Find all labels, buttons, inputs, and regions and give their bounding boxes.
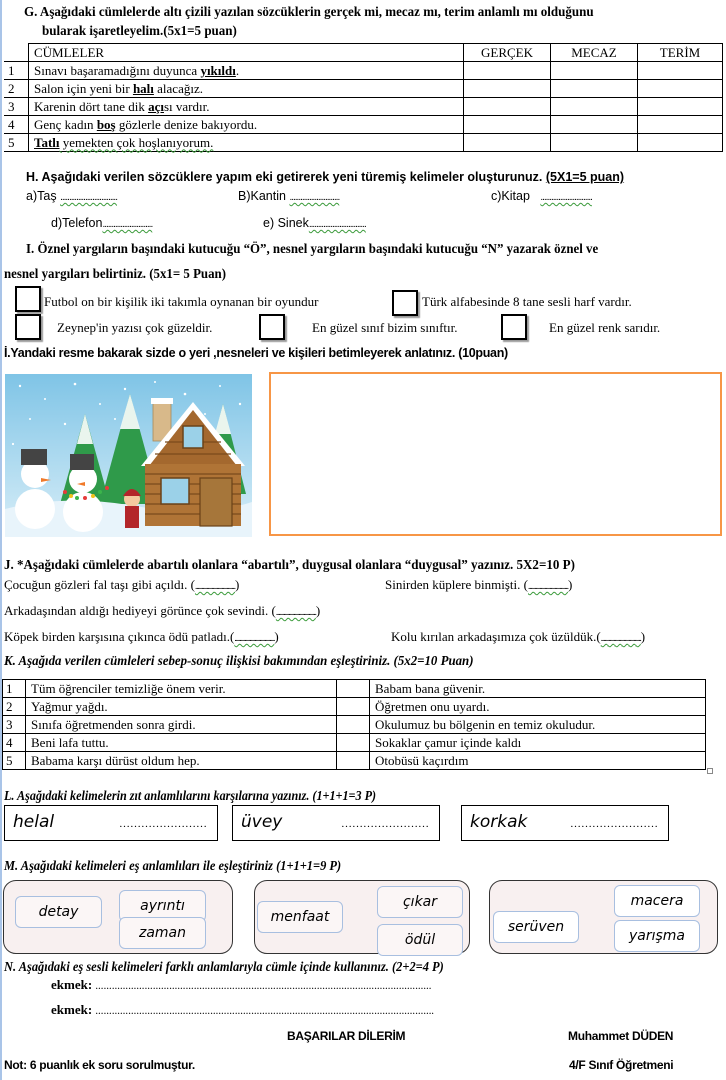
section-i2-heading: İ.Yandaki resme bakarak sizde o yeri ,nesneleri ve kişileri betimleyerek anlatınız. (10puan) [4,346,508,360]
section-h-points: (5X1=5 puan) [545,170,625,184]
table-row [4,80,723,98]
antonym-word: korkak [470,812,528,832]
synonym-option[interactable]: çıkar [377,886,463,918]
table-row [3,752,706,770]
sentence-text: alacağız. [153,80,203,96]
checkbox-3[interactable] [15,314,41,340]
sentence-cell [29,116,464,134]
n-word-label: ekmek: [51,1002,93,1017]
n-word-label: ekmek: [51,977,93,992]
h-item-b [238,189,339,203]
underlined-word: Tatlı [34,134,60,150]
row-number: 5 [3,752,26,770]
n-answer-blank[interactable]: ……………………………………………………………………………………………………………. [95,1007,434,1016]
h-item-label: c)Kitap [491,189,530,203]
column-header-mecaz: MECAZ [551,44,638,62]
section-k-heading: K. Aşağıda verilen cümleleri sebep-sonuç ilişkisi bakımından eşleştiriniz. (5x2=10 Puan) [4,654,474,669]
j-item-3 [4,603,320,619]
sentence-cell [29,134,464,152]
gercek-answer-cell[interactable] [464,80,551,98]
i-statement-2: Türk alfabesinde 8 tane sesli harf vardır. [422,294,632,309]
effect-cell: Sokaklar çamur içinde kaldı [370,734,706,752]
j-answer-blank[interactable]: ................................ [194,581,235,591]
row-number: 3 [3,716,26,734]
match-answer-cell[interactable] [337,680,370,698]
terim-answer-cell[interactable] [638,62,723,80]
j-item-2 [385,577,572,593]
h-item-c [491,189,592,203]
terim-answer-cell[interactable] [638,80,723,98]
teacher-name: Muhammet DÜDEN [568,1029,674,1043]
antonym-blank[interactable]: …………………… [119,818,207,830]
effect-cell: Otobüsü kaçırdım [370,752,706,770]
sentence-text: Salon için yeni bir [34,80,133,96]
antonym-blank[interactable]: …………………… [341,818,429,830]
cause-cell: Beni lafa tuttu. [26,734,337,752]
table-header-row [4,44,723,62]
sentence-cell [29,98,464,116]
table-resize-handle[interactable] [707,768,713,774]
column-header-terim: TERİM [638,44,723,62]
teacher-title: 4/F Sınıf Öğretmeni [569,1058,674,1072]
terim-answer-cell[interactable] [638,134,723,152]
section-i-heading-1: I. Öznel yargıların başındaki kutucuğu “Ö”, nesnel yargıların başındaki kutucuğu “N” yazarak öznel ve [26,242,599,257]
synonym-group-2 [254,880,470,954]
sentence-text: sı vardır. [163,98,210,114]
j-sentence: Kolu kırılan arkadaşımıza çok üzüldük.( [391,629,601,644]
j-paren: ) [315,603,321,618]
sentence-text: Karenin dört tane dik [34,98,149,114]
terim-answer-cell[interactable] [638,98,723,116]
sentence-text: Sınavı başaramadığını duyunca [34,62,201,78]
match-answer-cell[interactable] [337,752,370,770]
table-row [3,698,706,716]
j-sentence: Sinirden küplere binmişti. ( [385,577,528,592]
table-row [4,98,723,116]
i-statement-5: En güzel renk sarıdır. [549,320,661,335]
section-l-heading: L. Aşağıdaki kelimelerin zıt anlamlılarını karşılarına yazınız. (1+1+1=3 P) [4,788,377,803]
effect-cell: Babam bana güvenir. [370,680,706,698]
section-h-heading [26,170,624,184]
h-item-a [26,189,117,203]
sentence-cell [29,80,464,98]
synonym-group-3 [489,880,718,954]
synonym-source-word[interactable]: menfaat [257,901,343,933]
h-answer-blank[interactable]: ................................ [308,219,366,230]
synonym-group-1 [3,880,233,954]
antonym-box-uvey[interactable] [232,805,440,841]
j-paren: ) [567,577,573,592]
j-answer-blank[interactable]: ................................ [600,633,641,643]
synonym-option[interactable]: yarışma [614,920,700,952]
section-g-heading-2: bularak işaretleyelim.(5x1=5 puan) [42,24,237,39]
match-answer-cell[interactable] [337,734,370,752]
section-h-heading-text: H. Aşağıdaki verilen sözcüklere yapım eki getirerek yeni türemiş kelimeler oluşturunuz. [26,170,543,184]
gercek-answer-cell[interactable] [464,134,551,152]
section-m-heading: M. Aşağıdaki kelimeleri eş anlamlıları ile eşleştiriniz (1+1+1=9 P) [4,858,342,873]
antonym-word: helal [13,812,55,832]
j-item-1 [4,577,239,593]
mecaz-answer-cell[interactable] [551,62,638,80]
checkbox-4[interactable] [259,314,285,340]
effect-cell: Öğretmen onu uyardı. [370,698,706,716]
winter-scene-image [5,374,252,537]
page-edge [0,0,2,1080]
section-k-table [2,679,706,770]
n-line-2 [51,1002,434,1018]
footer-wish: BAŞARILAR DİLERİM [287,1029,406,1043]
underlined-word: açı [148,98,164,114]
h-answer-blank[interactable]: ................................ [60,192,117,203]
row-number: 4 [4,116,29,134]
row-number: 1 [3,680,26,698]
mecaz-answer-cell[interactable] [551,80,638,98]
underlined-word: boş [96,116,116,132]
checkbox-1[interactable] [15,286,41,312]
i-statement-3: Zeynep'in yazısı çok güzeldir. [57,320,213,335]
mecaz-answer-cell[interactable] [551,98,638,116]
row-number: 3 [4,98,29,116]
sentence-text: . [235,62,240,78]
table-row [4,134,723,152]
gercek-answer-cell[interactable] [464,116,551,134]
column-header-gercek: GERÇEK [464,44,551,62]
underlined-word: halı [132,80,154,96]
antonym-box-korkak[interactable] [461,805,669,841]
j-sentence: Arkadaşından aldığı hediyeyi görünce çok sevindi. ( [4,603,276,618]
h-item-e [263,216,366,230]
j-answer-blank[interactable]: ................................ [234,633,275,643]
checkbox-5[interactable] [501,314,527,340]
table-cell [4,44,29,62]
mecaz-answer-cell[interactable] [551,116,638,134]
checkbox-2[interactable] [392,290,418,316]
table-row [3,734,706,752]
j-sentence: Çocuğun gözleri fal taşı gibi açıldı. ( [4,577,195,592]
synonym-option[interactable]: ödül [377,924,463,956]
terim-answer-cell[interactable] [638,116,723,134]
row-number: 2 [4,80,29,98]
j-paren: ) [274,629,279,644]
h-item-label: B)Kantin [238,189,286,203]
row-number: 5 [4,134,29,152]
effect-cell: Okulumuz bu bölgenin en temiz okuludur. [370,716,706,734]
gercek-answer-cell[interactable] [464,62,551,80]
j-paren: ) [640,629,646,644]
h-answer-blank[interactable]: ............................ [289,192,340,203]
gercek-answer-cell[interactable] [464,98,551,116]
underlined-word: yıkıldı [200,62,236,78]
table-row [3,716,706,734]
cause-cell: Tüm öğrenciler temizliğe önem verir. [26,680,337,698]
synonym-source-word[interactable]: detay [15,896,102,928]
i-statement-1: Futbol on bir kişilik iki takımla oynanan bir oyundur [44,294,319,309]
table-row [3,680,706,698]
sentence-text: gözlerle denize bakıyordu. [115,116,258,132]
column-header-sentences: CÜMLELER [29,44,464,62]
h-item-label: d)Telefon [51,216,103,230]
synonym-option[interactable]: ayrıntı [119,890,206,922]
section-g-table [4,43,723,152]
j-answer-blank[interactable]: ................................ [527,581,568,591]
j-item-4 [4,629,279,645]
row-number: 4 [3,734,26,752]
h-item-d [51,216,152,230]
antonym-box-helal[interactable] [4,805,218,841]
section-j-heading: J. *Aşağıdaki cümlelerde abartılı olanlara “abartılı”, duygusal olanlara “duygusal” yazınız. 5X2=10 P) [4,558,575,573]
footer-note: Not: 6 puanlık ek soru sorulmuştur. [4,1058,195,1072]
match-answer-cell[interactable] [337,716,370,734]
description-answer-box[interactable] [269,372,722,536]
sentence-text: yemekten çok hoşlanıyorum. [59,134,214,150]
n-line-1 [51,977,432,993]
row-number: 2 [3,698,26,716]
j-sentence: Köpek birden karşısına çıkınca ödü patladı.( [4,629,235,644]
n-answer-blank[interactable]: …………………………………………………………………………………………………………… [95,982,432,991]
cause-cell: Sınıfa öğretmenden sonra girdi. [26,716,337,734]
sentence-text: Genç kadın [34,116,97,132]
h-item-label: a)Taş [26,189,57,203]
h-answer-blank[interactable]: ............................ [102,219,153,230]
synonym-source-word[interactable]: serüven [493,911,579,943]
section-g-heading-1: G. Aşağıdaki cümlelerde altı çizili yazılan sözcüklerin gerçek mi, mecaz mı, terim anlamlı mı olduğunu [24,5,594,20]
table-row [4,62,723,80]
winter-scene-illustration [5,374,252,537]
cause-cell: Yağmur yağdı. [26,698,337,716]
h-item-label: e) Sinek [263,216,309,230]
sentence-cell [29,62,464,80]
mecaz-answer-cell[interactable] [551,134,638,152]
cause-cell: Babama karşı dürüst oldum hep. [26,752,337,770]
section-n-heading: N. Aşağıdaki eş sesli kelimeleri farklı anlamlarıyla cümle içinde kullanınız. (2+2=4 P) [4,959,444,974]
h-answer-blank[interactable]: ............................. [540,192,592,203]
synonym-option[interactable]: macera [614,885,700,917]
i-statement-4: En güzel sınıf bizim sınıftır. [312,320,458,335]
synonym-option[interactable]: zaman [119,917,206,949]
row-number: 1 [4,62,29,80]
antonym-blank[interactable]: …………………… [570,818,658,830]
antonym-word: üvey [241,812,283,832]
match-answer-cell[interactable] [337,698,370,716]
j-answer-blank[interactable]: ................................ [275,607,316,617]
j-paren: ) [234,577,240,592]
section-i-heading-2: nesnel yargıları belirtiniz. (5x1= 5 Puan) [4,267,226,282]
j-item-5 [391,629,645,645]
table-row [4,116,723,134]
